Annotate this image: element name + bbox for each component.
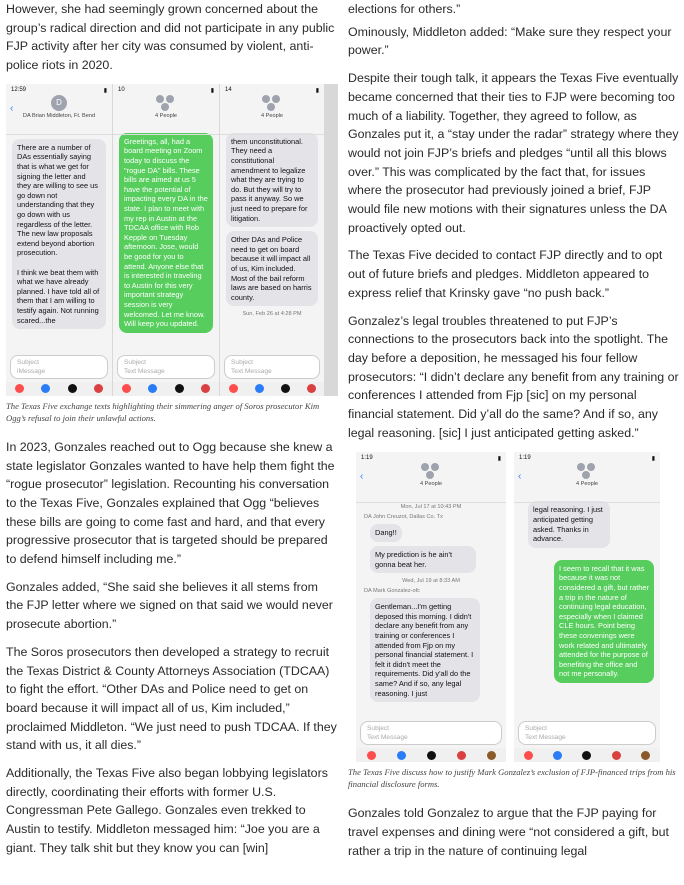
message-placeholder: iMessage <box>17 367 46 375</box>
app-drawer <box>356 748 506 762</box>
left-para-5: Additionally, the Texas Five also began lobbying legislators directly, coordinating their efforts with former U.S. Congressman Pete Gallego. Gonzales even trekked to Austin to testify. Middleton messaged him: “Joe you are a giant. They talk shit but they know you can [win] <box>6 766 328 855</box>
figure-texts-ogg <box>6 84 338 424</box>
message-placeholder: Text Message <box>525 734 566 742</box>
message-bubble: Greetings, all, had a board meeting on Zoom today to discuss the "rogue DA" bills. These bills are aimed at us 5 have the potential of impacting every DA in the state. I plan to meet with my rep in Austin at the TDCAA office with Rob Kepple on Tuesday afternoon. Jose, would be good for you to attend. Anyone else that is interested in traveling to Austin for this very important strategy session is very welcomed. Let me know. Will keep you updated. <box>119 133 213 333</box>
left-para-1: However, she had seemingly grown concerned about the group’s radical direction and did not participate in any public FJP activity after her city was consumed by violent, anti-police riots in 2020. <box>6 2 335 73</box>
sticker-icon[interactable] <box>641 751 650 760</box>
conversation-header <box>356 463 506 503</box>
subject-placeholder: Subject <box>367 725 389 733</box>
conversation-header <box>6 95 112 135</box>
app-drawer <box>514 748 660 762</box>
message-bubble: My prediction is he ain't gonna beat her. <box>370 546 476 573</box>
conversation-header <box>220 95 324 135</box>
battery-icon: ▮ <box>210 87 214 94</box>
app-store-icon[interactable] <box>41 384 50 393</box>
status-time: 10 <box>118 86 125 93</box>
message-input[interactable] <box>224 355 320 379</box>
app-drawer <box>6 382 112 396</box>
figure-texts-disclosure <box>348 452 680 790</box>
subject-placeholder: Subject <box>124 358 146 366</box>
app-store-icon[interactable] <box>148 384 157 393</box>
subject-placeholder: Subject <box>525 725 547 733</box>
back-chevron-icon[interactable]: ‹ <box>10 102 14 114</box>
message-input[interactable] <box>518 721 656 745</box>
left-para-3: Gonzales added, “She said she believes it all stems from the FJP letter where we signed on that said we would never prosecute abortion.” <box>6 579 333 632</box>
back-chevron-icon[interactable]: ‹ <box>518 471 522 483</box>
contact-name: 4 People <box>260 112 284 119</box>
status-time: 12:59 <box>11 86 27 93</box>
battery-icon: ▮ <box>315 87 319 94</box>
photos-icon[interactable] <box>229 384 238 393</box>
app-store-icon[interactable] <box>255 384 264 393</box>
memoji-icon[interactable] <box>457 751 466 760</box>
figure-caption: The Texas Five exchange texts highlighting their simmering anger of Soros prosecutor Kim Ogg’s refusal to join their unlawful actions. <box>6 400 320 423</box>
message-placeholder: Text Message <box>231 367 272 375</box>
photos-icon[interactable] <box>15 384 24 393</box>
phone-screenshot-deposition <box>356 452 506 762</box>
app-drawer <box>113 382 219 396</box>
message-bubble: I seem to recall that it was because it was not considered a gift, but rather a trip in the nature of continuing legal education, especially when I claimed CLE hours. Point being these convenings were work related and ultimately attended for the purpose of benefiting the office and not me personally. <box>554 560 654 683</box>
status-time: 1:19 <box>361 455 373 462</box>
message-bubble: There are a number of DAs essentially saying that is what we get for signing the letter and they are willing to see us go down not understanding that they go down with us regardless of the letter. The new law proposals extend beyond abortion prosecution. I think we beat them with what we have already planned. I have told all of them that I am willing to testify again. Not running scared...the <box>12 139 106 329</box>
left-para-2: In 2023, Gonzales reached out to Ogg because she knew a state legislator Gonzales wanted to have help them fight the “rogue prosecutor” legislation. Recounting his conversation to the Texas Five, Gonzales explained that Ogg “believes these bills are going to come fast and hard, and that every progressive prosecutor that is targeted should be prepared to defend himself including me.” <box>6 439 335 567</box>
app-store-icon[interactable] <box>397 751 406 760</box>
message-bubble: Dang!! <box>370 524 402 542</box>
message-placeholder: Text Message <box>367 734 408 742</box>
conversation-header <box>113 95 219 135</box>
battery-icon: ▮ <box>651 456 655 463</box>
apple-pay-icon[interactable] <box>175 384 184 393</box>
apple-pay-icon[interactable] <box>281 384 290 393</box>
apple-pay-icon[interactable] <box>582 751 591 760</box>
right-column <box>348 0 680 870</box>
memoji-icon[interactable] <box>307 384 316 393</box>
message-bubble: Gentleman...I'm getting deposed this morning. I didn't declare any benefit from any training or conferences I attended from Fjp on my personal financial statement. I felt it didn't meet the requirements. Did y'all do the same? And if so, any legal reasoning. I just <box>370 598 480 702</box>
conversation-header <box>514 463 660 503</box>
message-bubble: legal reasoning. I just anticipated getting asked. Thanks in advance. <box>528 501 610 547</box>
photos-icon[interactable] <box>367 751 376 760</box>
back-chevron-icon[interactable]: ‹ <box>360 471 364 483</box>
contact-name: 4 People <box>575 481 599 488</box>
apple-pay-icon[interactable] <box>68 384 77 393</box>
message-timestamp: Mon, Jul 17 at 10:43 PM <box>400 504 462 511</box>
group-avatar-icon <box>421 463 441 479</box>
message-timestamp: Wed, Jul 19 at 8:33 AM <box>402 578 460 585</box>
group-avatar-icon <box>156 95 176 111</box>
phone-screenshot-reply <box>514 452 660 762</box>
sticker-icon[interactable] <box>487 751 496 760</box>
figure-caption: The Texas Five discuss how to justify Mark Gonzalez’s exclusion of FJP-financed trips from his financial disclosure forms. <box>348 767 676 790</box>
message-input[interactable] <box>360 721 502 745</box>
phone-screenshot-group-2 <box>113 84 219 396</box>
contact-name: DA Brian Middleton, Ft. Bend <box>22 112 96 119</box>
photos-icon[interactable] <box>524 751 533 760</box>
app-store-icon[interactable] <box>553 751 562 760</box>
right-para-6: Gonzales told Gonzalez to argue that the FJP paying for travel expenses and dining were “not considered a gift, but rather a trip in the nature of continuing legal <box>348 806 669 858</box>
message-bubble: them unconstitutional. They need a constitutional amendment to legalize what they are trying to do. But they will try to pass it anyway. So we just need to prepare for litigation. <box>226 133 318 227</box>
photos-icon[interactable] <box>122 384 131 393</box>
memoji-icon[interactable] <box>94 384 103 393</box>
battery-icon: ▮ <box>497 456 501 463</box>
phone-screenshot-middleton <box>6 84 112 396</box>
message-input[interactable] <box>10 355 108 379</box>
group-avatar-icon <box>577 463 597 479</box>
screenshot-strip-1 <box>6 84 338 396</box>
right-para-4: The Texas Five decided to contact FJP directly and to opt out of future briefs and pledges. Middleton appeared to express relief that Krinsky gave “no push back.” <box>348 248 663 300</box>
battery-icon: ▮ <box>103 87 107 94</box>
app-drawer <box>220 382 324 396</box>
message-placeholder: Text Message <box>124 367 165 375</box>
memoji-icon[interactable] <box>201 384 210 393</box>
subject-placeholder: Subject <box>231 358 253 366</box>
avatar: D <box>51 95 67 111</box>
left-column <box>6 0 338 867</box>
phone-screenshot-group-3 <box>220 84 324 396</box>
right-para-3: Despite their tough talk, it appears the Texas Five eventually became concerned that their ties to FJP were becoming too much of a liability. Together, they agreed to follow, as Gonzales put it, a “stay under the radar” strategy where they would not join FJP’s briefs and pledges “until all this blows over.” This was complicated by the fact that, for issues where the prosecutor had previously joined a brief, FJP would file new motions with their signatures unless the DA proactively opted out. <box>348 71 679 235</box>
left-para-4: The Soros prosecutors then developed a strategy to recruit the Texas District & County Attorneys Association (TDCAA) to fight the effort. “Other DAs and Police need to get on board because it will impact all of us, Kim included,” proclaimed Middleton. “We just need to push TDCAA. If they stand with us, it all dies.” <box>6 644 337 753</box>
right-para-1: elections for others.” <box>348 2 461 16</box>
status-time: 14 <box>225 86 232 93</box>
contact-name: 4 People <box>154 112 178 119</box>
status-time: 1:19 <box>519 455 531 462</box>
screenshot-strip-2 <box>348 452 680 762</box>
sender-name: DA John Creuzot, Dallas Co. Tx <box>364 514 443 521</box>
sender-name: DA Mark Gonzalez-ofc <box>364 588 420 595</box>
apple-pay-icon[interactable] <box>427 751 436 760</box>
contact-name: 4 People <box>419 481 443 488</box>
message-timestamp: Sun, Feb 26 at 4:28 PM <box>242 311 302 318</box>
subject-placeholder: Subject <box>17 358 39 366</box>
message-bubble: Other DAs and Police need to get on board because it will impact all of us, Kim included. Most of the bail reform laws are based on harris county. <box>226 231 318 306</box>
right-para-5: Gonzalez’s legal troubles threatened to put FJP’s connections to the prosecutors back into the spotlight. The day before a deposition, he messaged his four fellow prosecutors: “I didn’t declare any benefit from any training or conferences I attended from Fjp [sic] on my personal financial statement. Did y’all do the same? And if so, any legal reasoning. [sic] I just anticipated getting asked.” <box>348 313 679 440</box>
right-para-2: Ominously, Middleton added: “Make sure they respect your power.” <box>348 24 672 58</box>
message-input[interactable] <box>117 355 215 379</box>
group-avatar-icon <box>262 95 282 111</box>
memoji-icon[interactable] <box>612 751 621 760</box>
